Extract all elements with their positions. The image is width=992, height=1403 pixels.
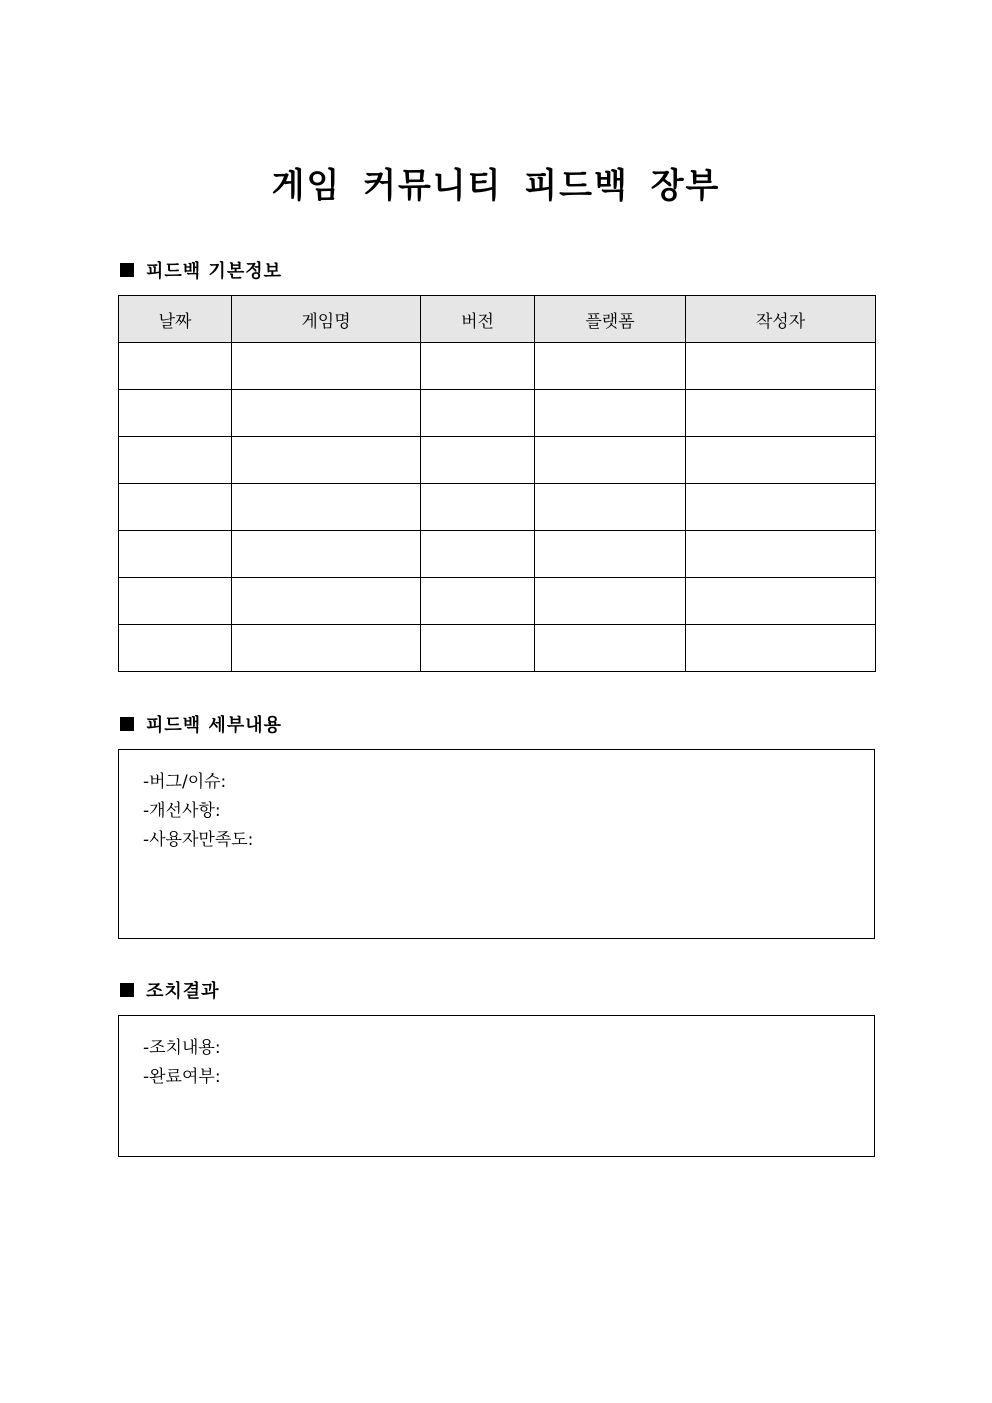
result-line-completion-status: -완료여부: — [143, 1067, 221, 1087]
column-header-platform: 플랫폼 — [535, 296, 686, 343]
table-row — [119, 625, 876, 672]
table-cell[interactable] — [119, 390, 232, 437]
table-cell[interactable] — [119, 343, 232, 390]
table-row — [119, 531, 876, 578]
table-cell[interactable] — [686, 578, 876, 625]
table-row — [119, 343, 876, 390]
square-bullet-icon — [120, 983, 134, 997]
table-cell[interactable] — [535, 343, 686, 390]
table-cell[interactable] — [535, 625, 686, 672]
square-bullet-icon — [120, 717, 134, 731]
table-cell[interactable] — [421, 343, 535, 390]
result-line-action-content: -조치내용: — [143, 1038, 221, 1058]
section-heading-basic-info — [120, 258, 282, 282]
table-cell[interactable] — [119, 625, 232, 672]
page-title: 게임 커뮤니티 피드백 장부 — [271, 166, 721, 206]
column-header-author: 작성자 — [686, 296, 876, 343]
table-row — [119, 437, 876, 484]
table-cell[interactable] — [686, 484, 876, 531]
action-result-box[interactable] — [118, 1015, 875, 1157]
table-cell[interactable] — [119, 437, 232, 484]
table-cell[interactable] — [232, 437, 421, 484]
table-cell[interactable] — [232, 390, 421, 437]
detail-line-user-satisfaction: -사용자만족도: — [143, 830, 254, 850]
section-heading-label: 피드백 세부내용 — [146, 715, 282, 736]
table-cell[interactable] — [232, 531, 421, 578]
square-bullet-icon — [120, 263, 134, 277]
table-cell[interactable] — [421, 390, 535, 437]
column-header-version: 버전 — [421, 296, 535, 343]
table-cell[interactable] — [119, 578, 232, 625]
table-cell[interactable] — [232, 343, 421, 390]
table-cell[interactable] — [686, 531, 876, 578]
table-cell[interactable] — [232, 578, 421, 625]
table-cell[interactable] — [535, 390, 686, 437]
section-heading-label: 조치결과 — [146, 981, 220, 1002]
table-header-row — [119, 296, 876, 343]
table-row — [119, 390, 876, 437]
feedback-info-table — [118, 295, 876, 672]
table-cell[interactable] — [421, 484, 535, 531]
table-cell[interactable] — [421, 531, 535, 578]
feedback-details-box[interactable] — [118, 749, 875, 939]
column-header-date: 날짜 — [119, 296, 232, 343]
table-cell[interactable] — [535, 578, 686, 625]
table-cell[interactable] — [119, 484, 232, 531]
table-cell[interactable] — [535, 484, 686, 531]
table-cell[interactable] — [686, 625, 876, 672]
table-cell[interactable] — [232, 484, 421, 531]
table-cell[interactable] — [686, 343, 876, 390]
table-cell[interactable] — [232, 625, 421, 672]
section-heading-result — [120, 978, 220, 1002]
table-cell[interactable] — [535, 437, 686, 484]
detail-line-improvements: -개선사항: — [143, 801, 221, 821]
column-header-game-name: 게임명 — [232, 296, 421, 343]
table-cell[interactable] — [421, 437, 535, 484]
table-cell[interactable] — [119, 531, 232, 578]
section-heading-details — [120, 712, 282, 736]
detail-line-bug-issue: -버그/이슈: — [143, 772, 227, 792]
table-row — [119, 484, 876, 531]
table-row — [119, 578, 876, 625]
table-cell[interactable] — [686, 437, 876, 484]
table-cell[interactable] — [421, 625, 535, 672]
section-heading-label: 피드백 기본정보 — [146, 261, 282, 282]
table-cell[interactable] — [535, 531, 686, 578]
table-cell[interactable] — [686, 390, 876, 437]
table-cell[interactable] — [421, 578, 535, 625]
